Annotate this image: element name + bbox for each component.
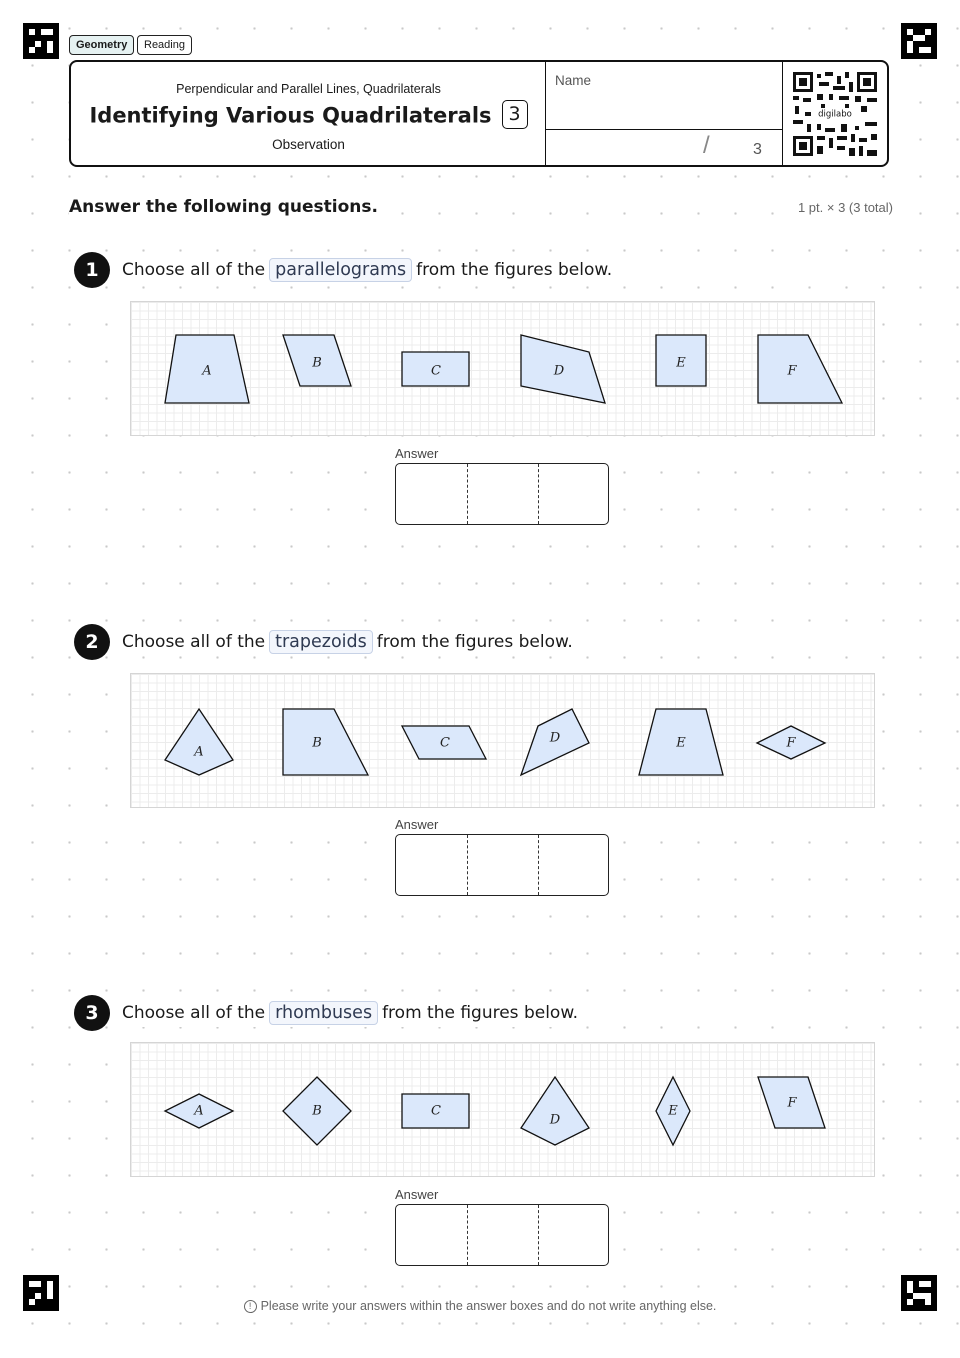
q2-figure-b	[283, 709, 368, 775]
instructions: Answer the following questions.	[69, 197, 382, 217]
question-3-keyword: rhombuses	[269, 1001, 378, 1025]
tag-reading: Reading	[137, 35, 192, 55]
q1-figure-b-label: B	[312, 355, 322, 371]
question-1-figures	[130, 301, 875, 436]
points-info: 1 pt. × 3 (3 total)	[797, 200, 893, 215]
q1-figure-c-label: C	[431, 363, 441, 379]
worksheet-title	[71, 102, 546, 131]
question-1-text	[119, 256, 615, 284]
q3-figure-e-label: E	[668, 1103, 678, 1119]
q2-figure-d-label: D	[549, 730, 561, 746]
qr-code-icon	[793, 72, 877, 156]
q2-figure-f-label: F	[786, 735, 796, 751]
worksheet-title-text: Identifying Various Quadrilaterals	[89, 103, 492, 128]
unit-subtitle: Perpendicular and Parallel Lines, Quadrilaterals	[176, 82, 441, 96]
q3-figure-f-label: F	[787, 1095, 797, 1111]
worksheet-number: 3	[502, 100, 528, 129]
question-3-text	[119, 999, 581, 1027]
question-2-text	[119, 628, 576, 656]
question-2-figures	[130, 673, 875, 808]
q2-figure-a-label: A	[194, 744, 204, 760]
q1-answer-slot-1[interactable]	[396, 464, 467, 524]
footer-text: Please write your answers within the answer boxes and do not write anything else.	[260, 1299, 717, 1313]
q2-answer-slot-1[interactable]	[396, 835, 467, 895]
q1-figure-f	[758, 335, 842, 403]
q3-figure-c-label: C	[431, 1103, 441, 1119]
question-1-keyword: parallelograms	[269, 258, 412, 282]
question-3-number: 3	[74, 995, 110, 1031]
corner-marker-top-right	[901, 23, 937, 59]
q3-figure-a-label: A	[194, 1103, 204, 1119]
tag-geometry: Geometry	[69, 35, 134, 55]
qr-label: digilabo	[818, 109, 852, 120]
q3-figure-d-label: D	[549, 1112, 561, 1128]
name-score-block	[545, 62, 783, 165]
question-1-prefix: Choose all of the	[122, 260, 266, 280]
question-1-number: 1	[74, 252, 110, 288]
question-2-keyword: trapezoids	[269, 630, 373, 654]
question-3-figures	[130, 1042, 875, 1177]
title-block	[71, 62, 546, 165]
q2-figure-a	[165, 709, 233, 775]
q2-answer-slot-2[interactable]	[467, 835, 539, 895]
q1-figure-f-label: F	[787, 363, 797, 379]
q3-figure-b-label: B	[312, 1103, 322, 1119]
q2-figure-e-label: E	[676, 735, 686, 751]
info-icon: !	[244, 1300, 257, 1313]
q3-answer-slot-3[interactable]	[538, 1205, 610, 1265]
question-1-answer-label: Answer	[395, 446, 439, 461]
question-2-suffix: from the figures below.	[376, 632, 573, 652]
question-2-prefix: Choose all of the	[122, 632, 266, 652]
question-3-answer-box[interactable]	[395, 1204, 609, 1266]
q3-answer-slot-1[interactable]	[396, 1205, 467, 1265]
q1-answer-slot-2[interactable]	[467, 464, 539, 524]
q1-figure-d-label: D	[553, 363, 565, 379]
question-2-answer-box[interactable]	[395, 834, 609, 896]
question-2-number: 2	[74, 624, 110, 660]
question-1-suffix: from the figures below.	[416, 260, 613, 280]
question-3-answer-label: Answer	[395, 1187, 439, 1202]
name-label: Name	[555, 73, 592, 88]
score-total: 3	[753, 141, 762, 158]
q1-answer-slot-3[interactable]	[538, 464, 610, 524]
worksheet-mode: Observation	[272, 137, 345, 152]
q3-figure-d	[521, 1077, 589, 1145]
q1-figure-a-label: A	[202, 363, 212, 379]
question-3-prefix: Choose all of the	[122, 1003, 266, 1023]
question-3-suffix: from the figures below.	[382, 1003, 579, 1023]
q2-figure-b-label: B	[312, 735, 322, 751]
footer-note	[0, 1299, 960, 1313]
score-slash: /	[703, 132, 710, 159]
question-2-answer-label: Answer	[395, 817, 439, 832]
q3-answer-slot-2[interactable]	[467, 1205, 539, 1265]
q2-figure-c-label: C	[440, 735, 450, 751]
worksheet-header	[69, 60, 889, 167]
q2-answer-slot-3[interactable]	[538, 835, 610, 895]
name-divider	[546, 129, 782, 130]
question-1-answer-box[interactable]	[395, 463, 609, 525]
corner-marker-top-left	[23, 23, 59, 59]
q1-figure-e-label: E	[676, 355, 686, 371]
